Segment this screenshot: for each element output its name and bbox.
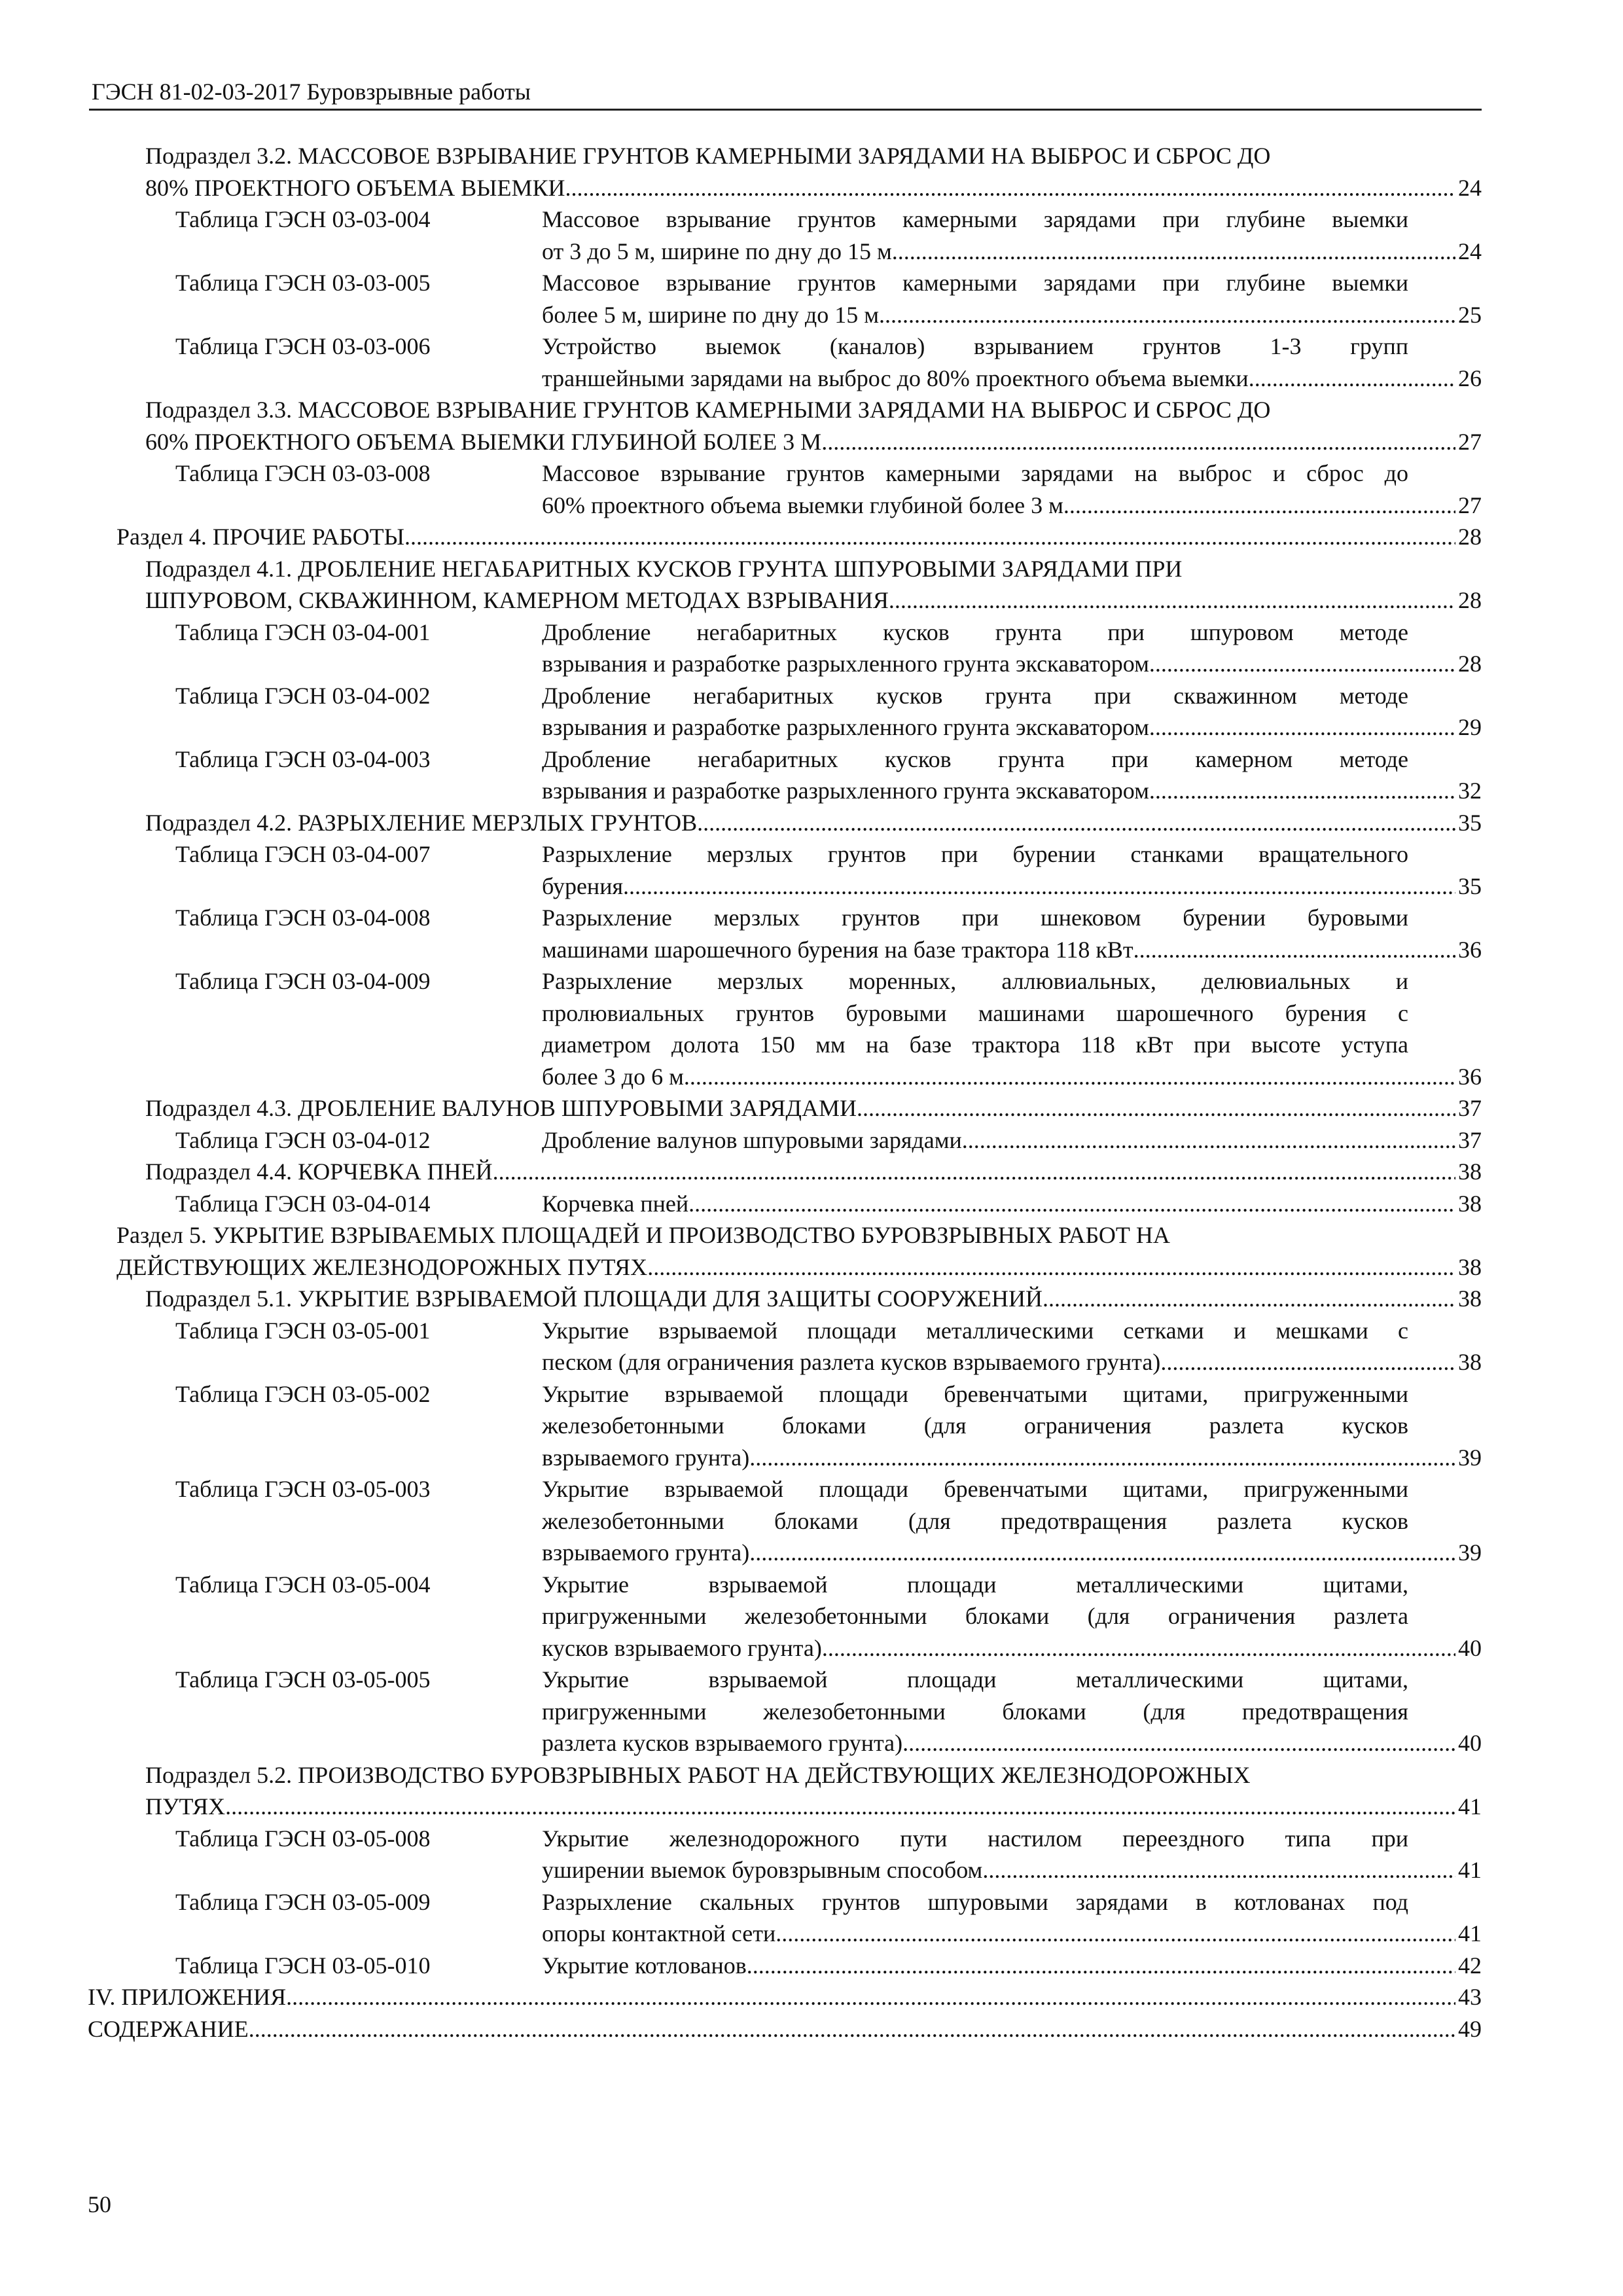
entry-title-line: разлета кусков взрываемого грунта) [542,1730,903,1756]
toc-subsection-entry[interactable] [145,1283,1482,1315]
entry-leader-line [542,1188,1482,1220]
table-code-label: Таблица ГЭСН 03-04-012 [175,1126,431,1153]
entry-leader-line [145,1092,1482,1124]
entry-page-number: 40 [1458,1730,1482,1756]
dot-leader [225,1791,1455,1823]
entry-page-number: 24 [1458,238,1482,264]
entry-title-line: ШПУРОВОМ, СКВАЖИННОМ, КАМЕРНОМ МЕТОДАХ ВЗРЫВАНИЯ [145,587,889,613]
entry-title-line: Подраздел 3.3. МАССОВОЕ ВЗРЫВАНИЕ ГРУНТОВ КАМЕРНЫМИ ЗАРЯДАМИ НА ВЫБРОС И СБРОС ДО [145,397,1271,423]
entry-page-number: 37 [1458,1095,1482,1121]
entry-leader-line [145,807,1482,839]
toc-table-entry[interactable] [542,204,1482,267]
entry-title-line: Укрытие взрываемой площади металлическими сетками и мешками с [542,1317,1408,1344]
toc-table-entry[interactable] [542,902,1482,965]
entry-page-number: 36 [1458,936,1482,963]
entry-title-line: железобетонными блоками (для предотвращения разлета кусков [542,1507,1408,1534]
entry-page-number: 38 [1458,1190,1482,1217]
entry-title-line: диаметром долота 150 мм на базе трактора 118 кВт при высоте уступа [542,1031,1408,1058]
dot-leader [1043,1283,1455,1315]
entry-title-line: Подраздел 5.2. ПРОИЗВОДСТВО БУРОВЗРЫВНЫХ РАБОТ НА ДЕЙСТВУЮЩИХ ЖЕЛЕЗНОДОРОЖНЫХ [145,1761,1251,1788]
toc-table-entry[interactable] [542,457,1482,521]
dot-leader [404,521,1455,553]
entry-title-line: Разрыхление мерзлых моренных, аллювиальных, делювиальных и [542,968,1408,994]
entry-leader-line [542,1918,1482,1950]
entry-title-line: Подраздел 4.2. РАЗРЫХЛЕНИЕ МЕРЗЛЫХ ГРУНТОВ [145,809,698,836]
entry-page-number: 28 [1458,651,1482,677]
entry-title-line: Дробление негабаритных кусков грунта при скважинном методе [542,682,1408,709]
entry-title-line: Подраздел 5.1. УКРЫТИЕ ВЗРЫВАЕМОЙ ПЛОЩАДИ ДЛЯ ЗАЩИТЫ СООРУЖЕНИЙ [145,1285,1043,1312]
entry-leader-line [542,870,1482,903]
entry-title-line: Разрыхление скальных грунтов шпуровыми зарядами в котлованах под [542,1888,1408,1915]
entry-leader-line [88,2013,1482,2045]
dot-leader [747,1950,1455,1982]
entry-leader-line [542,299,1482,331]
entry-title-line: Укрытие взрываемой площади металлическими щитами, [542,1571,1408,1598]
dot-leader [249,2013,1455,2045]
dot-leader [1063,490,1455,522]
entry-title-line: Дробление негабаритных кусков грунта при камерном методе [542,745,1408,772]
entry-title-line: Раздел 4. ПРОЧИЕ РАБОТЫ [116,524,404,550]
toc-subsection-entry[interactable] [145,140,1482,204]
entry-title-line: Массовое взрывание грунтов камерными зарядами при глубине выемки [542,270,1408,296]
toc-table-entry[interactable] [542,267,1482,331]
entry-title-line: Массовое взрывание грунтов камерными зарядами на выброс и сброс до [542,460,1408,486]
entry-title-line: Подраздел 4.3. ДРОБЛЕНИЕ ВАЛУНОВ ШПУРОВЫМИ ЗАРЯДАМИ [145,1095,857,1121]
entry-title-line: Укрытие взрываемой площади бревенчатыми щитами, пригруженными [542,1380,1408,1407]
entry-title-line: пригруженными железобетонными блоками (для ограничения разлета [542,1603,1408,1629]
dot-leader [892,236,1455,268]
entry-leader-line [542,648,1482,680]
entry-title-line: Подраздел 4.1. ДРОБЛЕНИЕ НЕГАБАРИТНЫХ КУСКОВ ГРУНТА ШПУРОВЫМИ ЗАРЯДАМИ ПРИ [145,555,1183,582]
entry-title-line: Раздел 5. УКРЫТИЕ ВЗРЫВАЕМЫХ ПЛОЩАДЕЙ И ПРОИЗВОДСТВО БУРОВЗРЫВНЫХ РАБОТ НА [116,1222,1170,1248]
dot-leader [879,299,1455,331]
entry-page-number: 41 [1458,1793,1482,1820]
entry-page-number: 37 [1458,1126,1482,1153]
dot-leader [776,1918,1455,1950]
entry-title-line: взрывания и разработке разрыхленного грунта экскаватором [542,714,1149,740]
entry-page-number: 28 [1458,587,1482,613]
entry-leader-line [542,1537,1482,1569]
toc-subsection-entry[interactable] [145,553,1482,617]
toc-subsection-entry[interactable] [145,1759,1482,1823]
entry-title-line: Подраздел 3.2. МАССОВОЕ ВЗРЫВАНИЕ ГРУНТОВ КАМЕРНЫМИ ЗАРЯДАМИ НА ВЫБРОС И СБРОС ДО [145,143,1271,169]
toc-top-entry[interactable] [88,2013,1482,2045]
entry-title-line: Устройство выемок (каналов) взрыванием грунтов 1-3 групп [542,333,1408,359]
entry-page-number: 41 [1458,1857,1482,1883]
entry-title-line: бурения [542,872,624,899]
entry-title-line: взрывания и разработке разрыхленного грунта экскаватором [542,778,1149,804]
entry-page-number: 38 [1458,1158,1482,1185]
entry-leader-line [145,172,1482,204]
entry-title-line: более 3 до 6 м [542,1063,684,1090]
dot-leader [749,1537,1455,1569]
entry-title-line: IV. ПРИЛОЖЕНИЯ [88,1984,287,2010]
dot-leader [1160,1346,1455,1378]
entry-leader-line [542,934,1482,966]
dot-leader [623,870,1455,903]
entry-title-line: ДЕЙСТВУЮЩИХ ЖЕЛЕЗНОДОРОЖНЫХ ПУТЯХ [116,1253,648,1280]
entry-title-line: Укрытие взрываемой площади бревенчатыми щитами, пригруженными [542,1476,1408,1502]
table-code-label: Таблица ГЭСН 03-04-003 [175,745,431,772]
entry-title-line: Подраздел 4.4. КОРЧЕВКА ПНЕЙ [145,1158,493,1185]
entry-title-line: железобетонными блоками (для ограничения разлета кусков [542,1412,1408,1439]
entry-page-number: 43 [1458,1984,1482,2010]
entry-title-line: пригруженными железобетонными блоками (для предотвращения [542,1698,1408,1725]
toc-table-entry[interactable] [542,1886,1482,1950]
entry-leader-line [116,1251,1482,1283]
entry-page-number: 36 [1458,1063,1482,1090]
toc-table-entry[interactable] [542,744,1482,807]
entry-title-line: Укрытие котлованов [542,1952,747,1979]
entry-leader-line [145,1156,1482,1188]
entry-page-number: 24 [1458,174,1482,201]
entry-title-line: траншейными зарядами на выброс до 80% проектного объема выемки [542,365,1249,391]
entry-title-line: машинами шарошечного бурения на базе трактора 118 кВт [542,936,1133,963]
toc-table-entry[interactable] [542,680,1482,744]
entry-title-line: взрываемого грунта) [542,1539,750,1566]
dot-leader [857,1092,1455,1124]
entry-leader-line [88,1981,1482,2013]
entry-leader-line [542,236,1482,268]
table-code-label: Таблица ГЭСН 03-04-008 [175,905,431,931]
entry-leader-line [542,1950,1482,1982]
entry-title-line: Дробление негабаритных кусков грунта при шпуровом методе [542,619,1408,645]
table-code-label: Таблица ГЭСН 03-05-008 [175,1825,431,1852]
document-title: ГЭСН 81-02-03-2017 Буровзрывные работы [92,79,531,105]
entry-title-line: взрывания и разработке разрыхленного грунта экскаватором [542,651,1149,677]
toc-table-entry[interactable] [542,1569,1482,1664]
entry-title-line: СОДЕРЖАНИЕ [88,2015,249,2042]
entry-title-line: ПУТЯХ [145,1793,226,1820]
table-code-label: Таблица ГЭСН 03-03-004 [175,206,431,232]
dot-leader [493,1156,1455,1188]
entry-leader-line [145,426,1482,458]
dot-leader [1133,934,1455,966]
dot-leader [902,1727,1455,1759]
toc-table-entry[interactable] [542,965,1482,1092]
entry-leader-line [542,775,1482,807]
entry-leader-line [145,1791,1482,1823]
dot-leader [565,172,1455,204]
dot-leader [688,1188,1455,1220]
toc-section-entry[interactable] [116,1219,1482,1283]
toc-subsection-entry[interactable] [145,1156,1482,1188]
entry-title-line: Дробление валунов шпуровыми зарядами [542,1126,962,1153]
entry-title-line: 60% проектного объема выемки глубиной более 3 м [542,492,1063,518]
entry-page-number: 49 [1458,2015,1482,2042]
entry-leader-line [145,1283,1482,1315]
toc-table-entry[interactable] [542,1315,1482,1378]
dot-leader [889,584,1455,617]
entry-page-number: 26 [1458,365,1482,391]
page-number: 50 [88,2191,111,2217]
entry-leader-line [542,1727,1482,1759]
table-code-label: Таблица ГЭСН 03-05-001 [175,1317,431,1344]
entry-page-number: 40 [1458,1634,1482,1661]
entry-title-line: опоры контактной сети [542,1920,776,1946]
dot-leader [1149,775,1455,807]
dot-leader [684,1061,1455,1093]
toc-table-entry[interactable] [542,1473,1482,1569]
dot-leader [697,807,1455,839]
entry-title-line: взрываемого грунта) [542,1444,750,1471]
toc-table-entry[interactable] [542,1823,1482,1886]
entry-leader-line [542,1124,1482,1157]
entry-title-line: Массовое взрывание грунтов камерными зарядами при глубине выемки [542,206,1408,232]
entry-page-number: 39 [1458,1444,1482,1471]
entry-title-line: от 3 до 5 м, ширине по дну до 15 м [542,238,892,264]
entry-title-line: Укрытие взрываемой площади металлическими щитами, [542,1666,1408,1693]
entry-title-line: кусков взрываемого грунта) [542,1634,822,1661]
table-code-label: Таблица ГЭСН 03-04-001 [175,619,431,645]
entry-leader-line [542,1346,1482,1378]
table-code-label: Таблица ГЭСН 03-05-005 [175,1666,431,1693]
entry-page-number: 39 [1458,1539,1482,1566]
entry-title-line: уширении выемок буровзрывным способом [542,1857,983,1883]
entry-title-line: Укрытие железнодорожного пути настилом переездного типа при [542,1825,1408,1852]
entry-leader-line [145,584,1482,617]
table-code-label: Таблица ГЭСН 03-03-008 [175,460,431,486]
toc-table-entry[interactable] [542,1950,1482,1982]
toc-table-entry[interactable] [542,331,1482,394]
table-code-label: Таблица ГЭСН 03-05-003 [175,1476,431,1502]
entry-title-line: 80% ПРОЕКТНОГО ОБЪЕМА ВЫЕМКИ [145,174,565,201]
toc-table-entry[interactable] [542,1188,1482,1220]
entry-leader-line [542,1632,1482,1664]
toc-subsection-entry[interactable] [145,807,1482,839]
entry-leader-line [542,490,1482,522]
toc-table-entry[interactable] [542,838,1482,902]
table-code-label: Таблица ГЭСН 03-04-009 [175,968,431,994]
header-divider [89,109,1482,111]
table-code-label: Таблица ГЭСН 03-05-009 [175,1888,431,1915]
toc-section-entry[interactable] [116,521,1482,553]
table-code-label: Таблица ГЭСН 03-04-014 [175,1190,431,1217]
entry-leader-line [542,711,1482,744]
entry-page-number: 38 [1458,1285,1482,1312]
entry-title-line: пролювиальных грунтов буровыми машинами шарошечного бурения с [542,999,1408,1026]
dot-leader [647,1251,1455,1283]
dot-leader [822,1632,1455,1664]
toc-subsection-entry[interactable] [145,1092,1482,1124]
entry-page-number: 27 [1458,428,1482,455]
toc-table-entry[interactable] [542,1378,1482,1474]
dot-leader [821,426,1455,458]
dot-leader [1149,648,1455,680]
dot-leader [749,1442,1455,1474]
dot-leader [1249,363,1455,395]
entry-page-number: 42 [1458,1952,1482,1979]
table-code-label: Таблица ГЭСН 03-03-005 [175,270,431,296]
entry-title-line: песком (для ограничения разлета кусков взрываемого грунта) [542,1349,1161,1375]
entry-page-number: 32 [1458,778,1482,804]
entry-page-number: 29 [1458,714,1482,740]
dot-leader [1149,711,1455,744]
entry-page-number: 38 [1458,1253,1482,1280]
table-code-label: Таблица ГЭСН 03-03-006 [175,333,431,359]
toc-table-entry[interactable] [542,617,1482,680]
table-code-label: Таблица ГЭСН 03-05-004 [175,1571,431,1598]
toc-subsection-entry[interactable] [145,394,1482,457]
entry-title-line: Разрыхление мерзлых грунтов при шнековом бурении буровыми [542,905,1408,931]
dot-leader [962,1124,1455,1157]
entry-leader-line [542,1442,1482,1474]
entry-title-line: Разрыхление мерзлых грунтов при бурении станками вращательного [542,841,1408,867]
entry-title-line: Корчевка пней [542,1190,689,1217]
dot-leader [982,1854,1455,1886]
entry-leader-line [116,521,1482,553]
entry-leader-line [542,1854,1482,1886]
entry-page-number: 38 [1458,1349,1482,1375]
table-code-label: Таблица ГЭСН 03-05-010 [175,1952,431,1979]
entry-page-number: 35 [1458,809,1482,836]
entry-leader-line [542,1061,1482,1093]
dot-leader [286,1981,1455,2013]
toc-table-entry[interactable] [542,1124,1482,1157]
table-code-label: Таблица ГЭСН 03-04-007 [175,841,431,867]
entry-page-number: 25 [1458,301,1482,328]
entry-page-number: 27 [1458,492,1482,518]
table-code-label: Таблица ГЭСН 03-04-002 [175,682,431,709]
entry-page-number: 35 [1458,872,1482,899]
entry-page-number: 28 [1458,524,1482,550]
entry-leader-line [542,363,1482,395]
entry-page-number: 41 [1458,1920,1482,1946]
entry-title-line: более 5 м, ширине по дну до 15 м [542,301,879,328]
toc-top-entry[interactable] [88,1981,1482,2013]
table-code-label: Таблица ГЭСН 03-05-002 [175,1380,431,1407]
toc-table-entry[interactable] [542,1664,1482,1759]
entry-title-line: 60% ПРОЕКТНОГО ОБЪЕМА ВЫЕМКИ ГЛУБИНОЙ БОЛЕЕ 3 М [145,428,822,455]
